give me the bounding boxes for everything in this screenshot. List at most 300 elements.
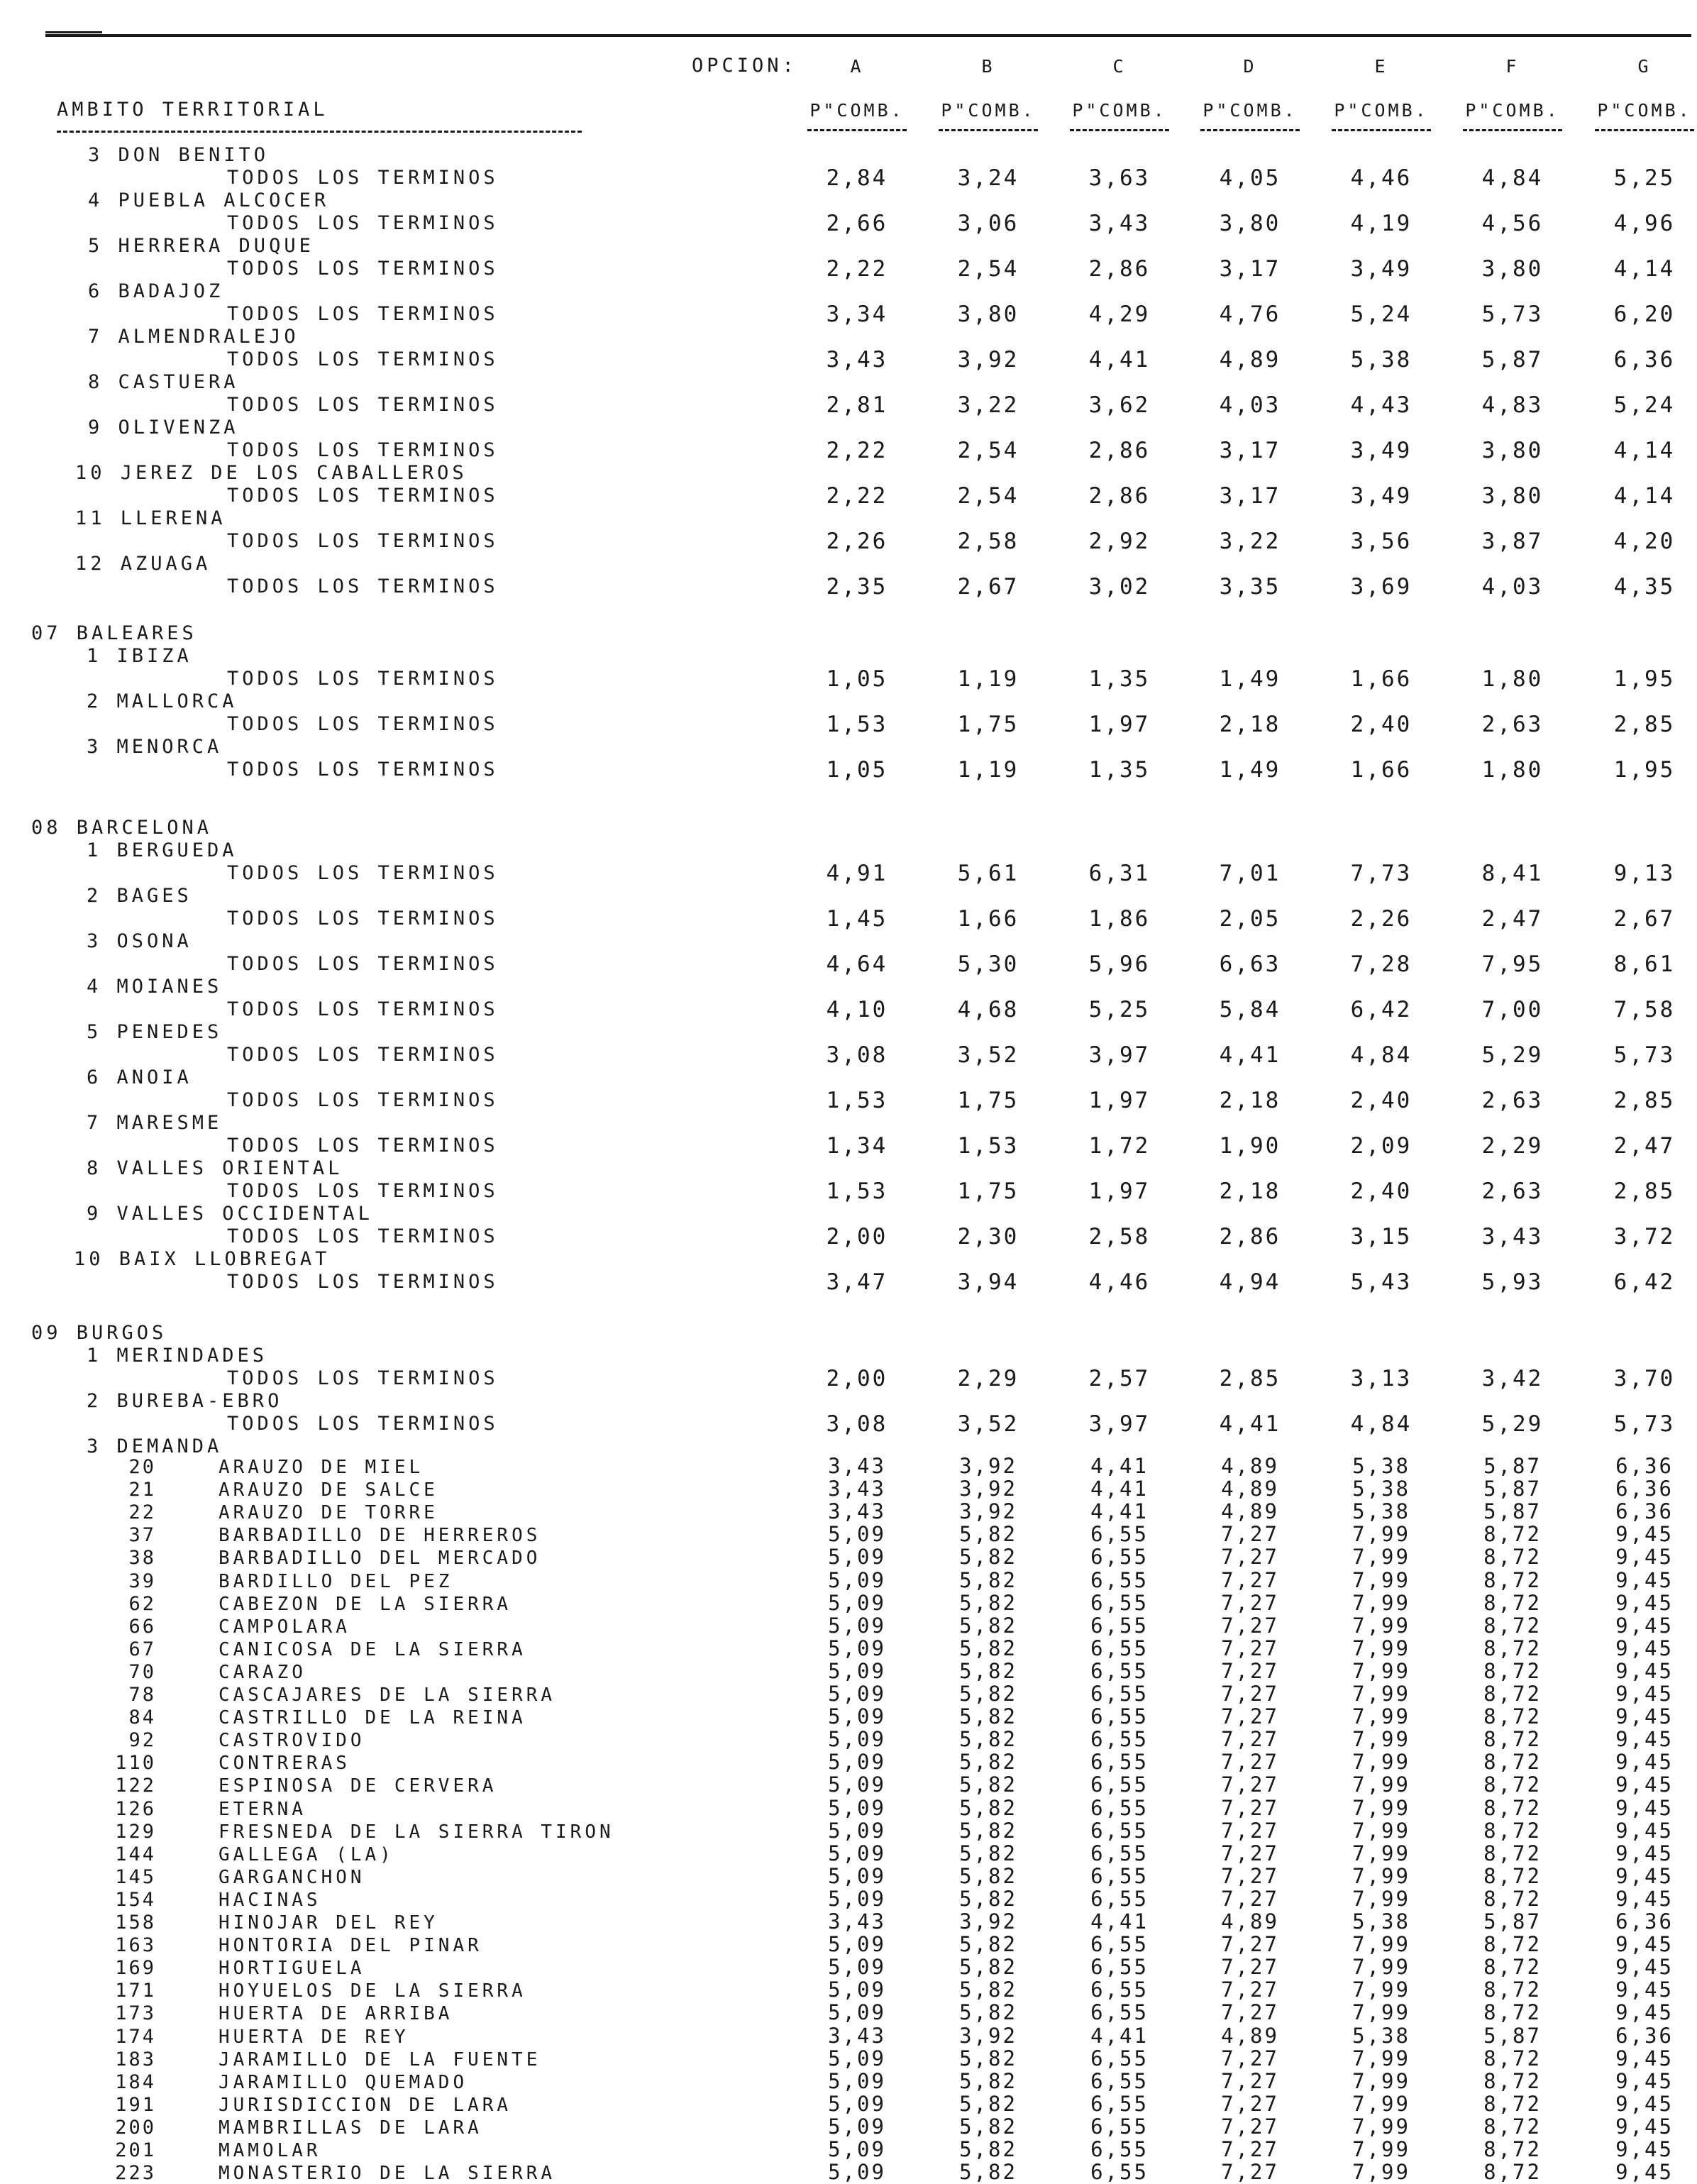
mun-value-B: 5,82	[959, 1614, 1017, 1638]
term-label: TODOS LOS TERMINOS	[227, 258, 499, 280]
row-value-E: 5,43	[1350, 1269, 1413, 1295]
municipio-code: 110	[115, 1752, 156, 1774]
row-value-C: 1,86	[1088, 906, 1151, 932]
mun-value-B: 5,82	[959, 2000, 1017, 2024]
mun-value-B: 5,82	[959, 2046, 1017, 2070]
row-value-F: 3,80	[1481, 256, 1544, 282]
row-value-G: 6,42	[1613, 1269, 1676, 1295]
mun-value-E: 7,99	[1352, 1682, 1410, 1706]
mun-value-D: 7,27	[1221, 1978, 1279, 2002]
mun-value-F: 8,72	[1483, 1841, 1542, 1865]
row-value-B: 3,06	[957, 211, 1019, 236]
row-value-G: 4,20	[1613, 529, 1676, 554]
mun-value-F: 8,72	[1483, 1636, 1542, 1660]
row-value-F: 7,00	[1481, 997, 1544, 1022]
mun-value-G: 9,45	[1615, 1932, 1674, 1956]
municipio-code: 37	[128, 1524, 156, 1546]
term-label: TODOS LOS TERMINOS	[227, 668, 499, 690]
mun-value-A: 5,09	[828, 1636, 886, 1660]
term-label: TODOS LOS TERMINOS	[227, 530, 499, 552]
col-underline	[1200, 129, 1300, 133]
mun-value-B: 5,82	[959, 1819, 1017, 1843]
area-label: 6 ANOIA	[87, 1066, 192, 1088]
col-label-F: P"COMB.	[1465, 100, 1560, 121]
area-label: 8 VALLES ORIENTAL	[87, 1157, 343, 1179]
term-label: TODOS LOS TERMINOS	[227, 953, 499, 975]
municipio-name: HOYUELOS DE LA SIERRA	[219, 1980, 526, 2002]
row-value-C: 1,72	[1088, 1133, 1151, 1159]
mun-value-B: 5,82	[959, 1568, 1017, 1592]
mun-value-F: 8,72	[1483, 2046, 1542, 2070]
mun-value-B: 3,92	[959, 1454, 1017, 1478]
term-label: TODOS LOS TERMINOS	[227, 1044, 499, 1066]
row-value-C: 2,86	[1088, 483, 1151, 509]
mun-value-F: 8,72	[1483, 1682, 1542, 1706]
mun-value-E: 7,99	[1352, 2000, 1410, 2024]
mun-value-D: 7,27	[1221, 1591, 1279, 1615]
mun-value-D: 7,27	[1221, 2000, 1279, 2024]
option-header-C: C	[1112, 56, 1127, 77]
col-underline	[939, 129, 1038, 133]
mun-value-D: 7,27	[1221, 2160, 1279, 2184]
municipio-name: CONTRERAS	[219, 1753, 350, 1774]
row-value-E: 3,13	[1350, 1366, 1413, 1391]
mun-value-F: 8,72	[1483, 2000, 1542, 2024]
mun-value-C: 6,55	[1090, 1955, 1149, 1979]
row-value-A: 1,53	[826, 1179, 888, 1204]
mun-value-D: 4,89	[1221, 1477, 1279, 1501]
row-value-G: 4,96	[1613, 211, 1676, 236]
mun-value-C: 4,41	[1090, 1454, 1149, 1478]
term-label: TODOS LOS TERMINOS	[227, 439, 499, 461]
row-value-F: 3,43	[1481, 1224, 1544, 1250]
mun-value-F: 8,72	[1483, 1614, 1542, 1638]
municipio-name: HUERTA DE REY	[219, 2026, 409, 2048]
mun-value-F: 8,72	[1483, 1522, 1542, 1546]
mun-value-B: 5,82	[959, 2160, 1017, 2184]
row-value-E: 3,69	[1350, 574, 1413, 600]
option-header-E: E	[1374, 56, 1388, 77]
mun-value-B: 5,82	[959, 1750, 1017, 1774]
municipio-name: CARAZO	[219, 1662, 306, 1683]
mun-value-B: 5,82	[959, 1727, 1017, 1751]
row-value-E: 2,26	[1350, 906, 1413, 932]
mun-value-C: 6,55	[1090, 1978, 1149, 2002]
municipio-code: 38	[128, 1547, 156, 1569]
row-value-F: 5,73	[1481, 302, 1544, 327]
mun-value-E: 7,99	[1352, 1568, 1410, 1592]
mun-value-C: 6,55	[1090, 1614, 1149, 1638]
municipio-name: HUERTA DE ARRIBA	[219, 2003, 453, 2024]
municipio-code: 22	[128, 1501, 156, 1523]
mun-value-E: 7,99	[1352, 1819, 1410, 1843]
term-label: TODOS LOS TERMINOS	[227, 1089, 499, 1111]
row-value-F: 2,63	[1481, 1179, 1544, 1204]
area-label: 7 ALMENDRALEJO	[88, 326, 299, 348]
mun-value-A: 5,09	[828, 1568, 886, 1592]
term-label: TODOS LOS TERMINOS	[227, 1180, 499, 1202]
row-value-G: 4,14	[1613, 483, 1676, 509]
option-header-G: G	[1637, 56, 1652, 77]
row-value-G: 2,85	[1613, 712, 1676, 737]
area-label: 12 AZUAGA	[75, 553, 211, 575]
mun-value-F: 8,72	[1483, 1796, 1542, 1820]
mun-value-F: 8,72	[1483, 1955, 1542, 1979]
mun-value-F: 5,87	[1483, 1909, 1542, 1934]
row-value-D: 6,63	[1219, 952, 1281, 977]
area-label: 6 BADAJOZ	[88, 280, 224, 302]
row-value-G: 5,73	[1613, 1042, 1676, 1068]
row-value-E: 3,15	[1350, 1224, 1413, 1250]
row-value-A: 2,26	[826, 529, 888, 554]
mun-value-C: 6,55	[1090, 1841, 1149, 1865]
mun-value-E: 7,99	[1352, 1750, 1410, 1774]
mun-value-C: 6,55	[1090, 1522, 1149, 1546]
area-label: 4 MOIANES	[87, 976, 223, 998]
term-label: TODOS LOS TERMINOS	[227, 303, 499, 325]
row-value-B: 3,94	[957, 1269, 1019, 1295]
mun-value-B: 5,82	[959, 2092, 1017, 2116]
mun-value-E: 7,99	[1352, 1704, 1410, 1728]
municipio-name: BARDILLO DEL PEZ	[219, 1571, 453, 1592]
mun-value-A: 5,09	[828, 1864, 886, 1888]
area-label: 5 PENEDES	[87, 1021, 223, 1043]
row-value-F: 3,42	[1481, 1366, 1544, 1391]
mun-value-E: 5,38	[1352, 1454, 1410, 1478]
mun-value-E: 7,99	[1352, 1659, 1410, 1683]
row-value-F: 4,83	[1481, 392, 1544, 418]
row-value-G: 7,58	[1613, 997, 1676, 1022]
municipio-name: JURISDICCION DE LARA	[219, 2095, 512, 2116]
mun-value-A: 5,09	[828, 1887, 886, 1911]
municipio-name: HONTORIA DEL PINAR	[219, 1935, 482, 1956]
municipio-name: ESPINOSA DE CERVERA	[219, 1775, 497, 1797]
mun-value-C: 4,41	[1090, 1477, 1149, 1501]
mun-value-G: 6,36	[1615, 1909, 1674, 1934]
mun-value-D: 7,27	[1221, 1932, 1279, 1956]
row-value-C: 1,35	[1088, 757, 1151, 783]
term-label: TODOS LOS TERMINOS	[227, 485, 499, 507]
mun-value-A: 5,09	[828, 1591, 886, 1615]
municipio-name: CASTROVIDO	[219, 1730, 365, 1751]
mun-value-A: 5,09	[828, 2000, 886, 2024]
mun-value-B: 5,82	[959, 2114, 1017, 2139]
mun-value-E: 7,99	[1352, 2046, 1410, 2070]
municipio-code: 171	[115, 1980, 156, 2002]
term-label: TODOS LOS TERMINOS	[227, 908, 499, 930]
mun-value-C: 6,55	[1090, 1887, 1149, 1911]
municipio-code: 129	[115, 1821, 156, 1843]
municipio-code: 39	[128, 1570, 156, 1592]
mun-value-G: 9,45	[1615, 1682, 1674, 1706]
municipio-code: 62	[128, 1593, 156, 1615]
col-underline	[1463, 129, 1562, 133]
mun-value-F: 8,72	[1483, 1887, 1542, 1911]
mun-value-G: 9,45	[1615, 1568, 1674, 1592]
area-label: 11 LLERENA	[75, 507, 226, 529]
mun-value-F: 8,72	[1483, 1978, 1542, 2002]
mun-value-A: 5,09	[828, 1932, 886, 1956]
row-value-D: 4,41	[1219, 1042, 1281, 1068]
row-value-D: 4,03	[1219, 392, 1281, 418]
mun-value-E: 7,99	[1352, 1955, 1410, 1979]
mun-value-E: 5,38	[1352, 1477, 1410, 1501]
area-label: 3 DEMANDA	[87, 1435, 223, 1457]
row-value-E: 3,56	[1350, 529, 1413, 554]
municipio-code: 169	[115, 1957, 156, 1979]
row-value-A: 1,34	[826, 1133, 888, 1159]
term-label: TODOS LOS TERMINOS	[227, 1413, 499, 1435]
mun-value-D: 7,27	[1221, 1614, 1279, 1638]
area-label: 2 BAGES	[87, 885, 192, 907]
municipio-code: 70	[128, 1661, 156, 1683]
municipio-name: HORTIGUELA	[219, 1958, 365, 1979]
municipio-code: 191	[115, 2094, 156, 2116]
mun-value-B: 5,82	[959, 1864, 1017, 1888]
row-value-G: 8,61	[1613, 952, 1676, 977]
mun-value-F: 8,72	[1483, 1864, 1542, 1888]
top-rule	[45, 34, 1691, 37]
row-value-E: 3,49	[1350, 438, 1413, 463]
mun-value-E: 7,99	[1352, 1864, 1410, 1888]
row-value-B: 3,80	[957, 302, 1019, 327]
mun-value-B: 3,92	[959, 2024, 1017, 2048]
municipio-code: 66	[128, 1616, 156, 1638]
mun-value-C: 6,55	[1090, 1636, 1149, 1660]
mun-value-A: 5,09	[828, 1545, 886, 1569]
area-label: 7 MARESME	[87, 1112, 223, 1134]
row-value-F: 8,41	[1481, 861, 1544, 886]
mun-value-E: 7,99	[1352, 1772, 1410, 1797]
row-value-B: 2,54	[957, 483, 1019, 509]
row-value-C: 2,92	[1088, 529, 1151, 554]
row-value-D: 1,49	[1219, 666, 1281, 692]
row-value-F: 5,87	[1481, 347, 1544, 373]
mun-value-B: 5,82	[959, 2069, 1017, 2093]
mun-value-G: 6,36	[1615, 1499, 1674, 1523]
mun-value-C: 6,55	[1090, 2114, 1149, 2139]
mun-value-D: 7,27	[1221, 1887, 1279, 1911]
row-value-E: 2,40	[1350, 712, 1413, 737]
mun-value-A: 5,09	[828, 2160, 886, 2184]
mun-value-G: 9,45	[1615, 2137, 1674, 2161]
row-value-E: 7,73	[1350, 861, 1413, 886]
mun-value-G: 9,45	[1615, 2046, 1674, 2070]
row-value-C: 1,97	[1088, 1179, 1151, 1204]
mun-value-C: 6,55	[1090, 2092, 1149, 2116]
municipio-name: CABEZON DE LA SIERRA	[219, 1594, 512, 1615]
row-value-F: 5,29	[1481, 1411, 1544, 1437]
row-value-E: 2,40	[1350, 1179, 1413, 1204]
mun-value-G: 9,45	[1615, 1796, 1674, 1820]
mun-value-G: 9,45	[1615, 1614, 1674, 1638]
mun-value-E: 5,38	[1352, 2024, 1410, 2048]
mun-value-A: 3,43	[828, 1477, 886, 1501]
municipio-name: MONASTERIO DE LA SIERRA	[219, 2163, 556, 2184]
row-value-B: 1,75	[957, 1088, 1019, 1113]
mun-value-D: 7,27	[1221, 1568, 1279, 1592]
row-value-G: 4,14	[1613, 438, 1676, 463]
mun-value-C: 6,55	[1090, 1819, 1149, 1843]
mun-value-B: 3,92	[959, 1909, 1017, 1934]
municipio-name: GARGANCHON	[219, 1867, 365, 1888]
mun-value-B: 5,82	[959, 1887, 1017, 1911]
row-value-C: 2,86	[1088, 438, 1151, 463]
mun-value-E: 7,99	[1352, 2114, 1410, 2139]
row-value-D: 3,17	[1219, 256, 1281, 282]
mun-value-G: 9,45	[1615, 1659, 1674, 1683]
row-value-E: 2,09	[1350, 1133, 1413, 1159]
mun-value-C: 6,55	[1090, 1864, 1149, 1888]
mun-value-A: 5,09	[828, 1659, 886, 1683]
municipio-code: 145	[115, 1866, 156, 1888]
row-value-A: 2,84	[826, 165, 888, 191]
row-value-D: 2,18	[1219, 712, 1281, 737]
term-label: TODOS LOS TERMINOS	[227, 862, 499, 884]
mun-value-C: 4,41	[1090, 1909, 1149, 1934]
mun-value-G: 6,36	[1615, 2024, 1674, 2048]
row-value-A: 1,53	[826, 1088, 888, 1113]
mun-value-D: 4,89	[1221, 2024, 1279, 2048]
option-header-B: B	[981, 56, 995, 77]
municipio-code: 20	[128, 1456, 156, 1478]
row-value-E: 1,66	[1350, 757, 1413, 783]
row-value-D: 5,84	[1219, 997, 1281, 1022]
municipio-code: 158	[115, 1912, 156, 1934]
mun-value-G: 9,45	[1615, 1727, 1674, 1751]
row-value-G: 1,95	[1613, 666, 1676, 692]
province-label: 09 BURGOS	[31, 1322, 167, 1344]
row-value-E: 6,42	[1350, 997, 1413, 1022]
term-label: TODOS LOS TERMINOS	[227, 1135, 499, 1157]
mun-value-E: 7,99	[1352, 1841, 1410, 1865]
opcion-label: OPCION:	[692, 55, 797, 77]
mun-value-B: 5,82	[959, 1636, 1017, 1660]
row-value-A: 2,00	[826, 1224, 888, 1250]
mun-value-E: 7,99	[1352, 1591, 1410, 1615]
row-value-F: 2,29	[1481, 1133, 1544, 1159]
row-value-D: 1,90	[1219, 1133, 1281, 1159]
mun-value-C: 6,55	[1090, 2046, 1149, 2070]
row-value-C: 5,96	[1088, 952, 1151, 977]
area-label: 8 CASTUERA	[88, 371, 239, 393]
row-value-G: 5,24	[1613, 392, 1676, 418]
mun-value-G: 6,36	[1615, 1454, 1674, 1478]
mun-value-B: 3,92	[959, 1477, 1017, 1501]
row-value-E: 4,84	[1350, 1042, 1413, 1068]
mun-value-B: 5,82	[959, 1796, 1017, 1820]
row-value-B: 5,30	[957, 952, 1019, 977]
mun-value-C: 6,55	[1090, 1772, 1149, 1797]
mun-value-F: 5,87	[1483, 2024, 1542, 2048]
municipio-code: 144	[115, 1843, 156, 1865]
row-value-C: 3,97	[1088, 1042, 1151, 1068]
mun-value-B: 5,82	[959, 1522, 1017, 1546]
area-label: 1 IBIZA	[87, 645, 192, 667]
row-value-C: 3,02	[1088, 574, 1151, 600]
top-rule-accent	[45, 31, 102, 33]
mun-value-D: 7,27	[1221, 2092, 1279, 2116]
row-value-G: 3,70	[1613, 1366, 1676, 1391]
row-value-G: 6,20	[1613, 302, 1676, 327]
row-value-A: 4,10	[826, 997, 888, 1022]
row-value-G: 9,13	[1613, 861, 1676, 886]
area-label: 10 JEREZ DE LOS CABALLEROS	[75, 462, 468, 484]
mun-value-B: 5,82	[959, 1659, 1017, 1683]
municipio-name: CASTRILLO DE LA REINA	[219, 1707, 526, 1728]
row-value-B: 1,66	[957, 906, 1019, 932]
row-value-E: 4,43	[1350, 392, 1413, 418]
mun-value-A: 5,09	[828, 1704, 886, 1728]
mun-value-E: 7,99	[1352, 1796, 1410, 1820]
mun-value-B: 5,82	[959, 1955, 1017, 1979]
area-label: 3 OSONA	[87, 930, 192, 952]
row-value-F: 1,80	[1481, 757, 1544, 783]
mun-value-D: 4,89	[1221, 1499, 1279, 1523]
mun-value-B: 5,82	[959, 1682, 1017, 1706]
mun-value-A: 5,09	[828, 2092, 886, 2116]
mun-value-E: 7,99	[1352, 1887, 1410, 1911]
mun-value-F: 8,72	[1483, 1591, 1542, 1615]
mun-value-A: 5,09	[828, 1955, 886, 1979]
mun-value-C: 6,55	[1090, 2069, 1149, 2093]
row-value-G: 2,67	[1613, 906, 1676, 932]
mun-value-B: 3,92	[959, 1499, 1017, 1523]
row-value-C: 3,97	[1088, 1411, 1151, 1437]
area-label: 9 OLIVENZA	[88, 417, 239, 439]
row-value-F: 4,84	[1481, 165, 1544, 191]
term-label: TODOS LOS TERMINOS	[227, 1225, 499, 1247]
row-value-A: 4,64	[826, 952, 888, 977]
row-value-D: 2,18	[1219, 1088, 1281, 1113]
mun-value-G: 9,45	[1615, 1955, 1674, 1979]
mun-value-F: 8,72	[1483, 1932, 1542, 1956]
mun-value-F: 8,72	[1483, 1772, 1542, 1797]
municipio-name: CASCAJARES DE LA SIERRA	[219, 1684, 556, 1706]
col-underline	[807, 129, 907, 133]
mun-value-D: 7,27	[1221, 2046, 1279, 2070]
mun-value-D: 7,27	[1221, 2137, 1279, 2161]
municipio-name: GALLEGA (LA)	[219, 1844, 394, 1865]
area-label: 1 BERGUEDA	[87, 839, 238, 861]
row-value-A: 3,08	[826, 1042, 888, 1068]
mun-value-F: 5,87	[1483, 1477, 1542, 1501]
row-value-E: 7,28	[1350, 952, 1413, 977]
row-value-F: 1,80	[1481, 666, 1544, 692]
row-value-E: 4,84	[1350, 1411, 1413, 1437]
mun-value-F: 8,72	[1483, 2114, 1542, 2139]
row-value-D: 2,05	[1219, 906, 1281, 932]
mun-value-A: 5,09	[828, 1614, 886, 1638]
mun-value-G: 9,45	[1615, 1636, 1674, 1660]
row-value-F: 3,87	[1481, 529, 1544, 554]
row-value-E: 3,49	[1350, 483, 1413, 509]
row-value-C: 2,57	[1088, 1366, 1151, 1391]
mun-value-C: 6,55	[1090, 1568, 1149, 1592]
row-value-D: 2,18	[1219, 1179, 1281, 1204]
area-label: 9 VALLES OCCIDENTAL	[87, 1203, 373, 1225]
municipio-code: 78	[128, 1684, 156, 1706]
row-value-D: 4,94	[1219, 1269, 1281, 1295]
col-label-E: P"COMB.	[1334, 100, 1429, 121]
municipio-name: CANICOSA DE LA SIERRA	[219, 1639, 526, 1660]
mun-value-D: 7,27	[1221, 1727, 1279, 1751]
mun-value-F: 8,72	[1483, 1704, 1542, 1728]
row-value-C: 2,58	[1088, 1224, 1151, 1250]
term-label: TODOS LOS TERMINOS	[227, 1271, 499, 1293]
municipio-code: 126	[115, 1798, 156, 1820]
mun-value-G: 9,45	[1615, 1819, 1674, 1843]
